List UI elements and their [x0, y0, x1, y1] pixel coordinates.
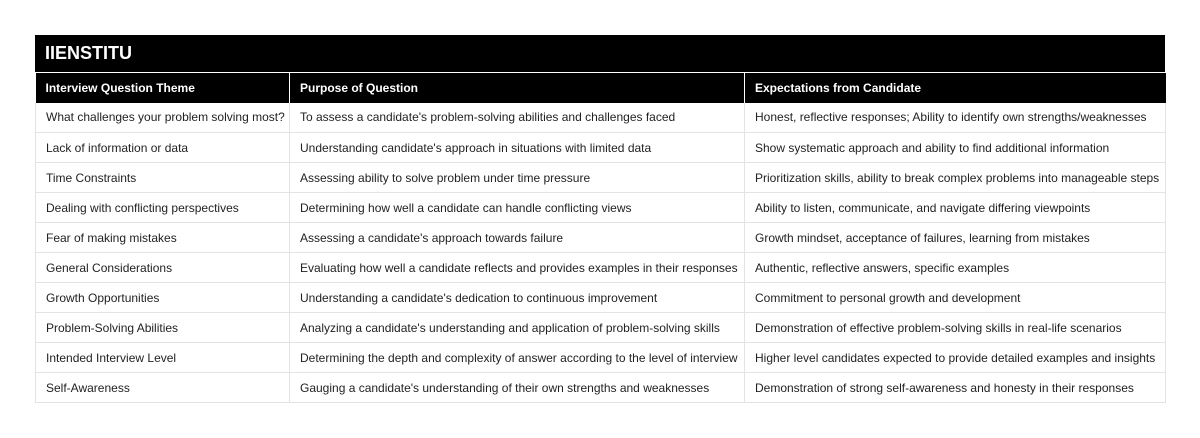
expectation-cell: Growth mindset, acceptance of failures, learning from mistakes: [745, 223, 1166, 253]
expectation-cell: Show systematic approach and ability to find additional information: [745, 133, 1166, 163]
expectation-cell: Demonstration of strong self-awareness and honesty in their responses: [745, 373, 1166, 403]
expectation-cell: Commitment to personal growth and development: [745, 283, 1166, 313]
table-row: [36, 313, 1166, 343]
brand-title: IIENSTITU: [35, 35, 1165, 72]
purpose-cell: Assessing ability to solve problem under time pressure: [290, 163, 745, 193]
purpose-cell: Evaluating how well a candidate reflects and provides examples in their responses: [290, 253, 745, 283]
header-cell: Interview Question Theme: [36, 73, 290, 103]
expectation-cell: Demonstration of effective problem-solving skills in real-life scenarios: [745, 313, 1166, 343]
purpose-cell: Analyzing a candidate's understanding and application of problem-solving skills: [290, 313, 745, 343]
table-row: [36, 103, 1166, 133]
theme-cell: General Considerations: [36, 253, 290, 283]
theme-cell: Growth Opportunities: [36, 283, 290, 313]
table-container: [35, 35, 1165, 403]
theme-cell: Self-Awareness: [36, 373, 290, 403]
theme-cell: Lack of information or data: [36, 133, 290, 163]
header-cell: Expectations from Candidate: [745, 73, 1166, 103]
theme-cell: Intended Interview Level: [36, 343, 290, 373]
expectation-cell: Prioritization skills, ability to break complex problems into manageable steps: [745, 163, 1166, 193]
theme-cell: Dealing with conflicting perspectives: [36, 193, 290, 223]
theme-cell: What challenges your problem solving most?: [36, 103, 290, 133]
purpose-cell: Understanding candidate's approach in situations with limited data: [290, 133, 745, 163]
interview-table: [35, 72, 1166, 403]
table-row: [36, 193, 1166, 223]
table-row: [36, 163, 1166, 193]
table-row: [36, 133, 1166, 163]
purpose-cell: Gauging a candidate's understanding of their own strengths and weaknesses: [290, 373, 745, 403]
theme-cell: Problem-Solving Abilities: [36, 313, 290, 343]
table-row: [36, 343, 1166, 373]
expectation-cell: Ability to listen, communicate, and navigate differing viewpoints: [745, 193, 1166, 223]
theme-cell: Fear of making mistakes: [36, 223, 290, 253]
expectation-cell: Honest, reflective responses; Ability to identify own strengths/weaknesses: [745, 103, 1166, 133]
header-row: [36, 73, 1166, 103]
table-row: [36, 373, 1166, 403]
expectation-cell: Authentic, reflective answers, specific examples: [745, 253, 1166, 283]
expectation-cell: Higher level candidates expected to provide detailed examples and insights: [745, 343, 1166, 373]
table-row: [36, 253, 1166, 283]
purpose-cell: Assessing a candidate's approach towards failure: [290, 223, 745, 253]
purpose-cell: Determining the depth and complexity of answer according to the level of interview: [290, 343, 745, 373]
header-cell: Purpose of Question: [290, 73, 745, 103]
table-row: [36, 223, 1166, 253]
purpose-cell: Determining how well a candidate can handle conflicting views: [290, 193, 745, 223]
theme-cell: Time Constraints: [36, 163, 290, 193]
purpose-cell: Understanding a candidate's dedication to continuous improvement: [290, 283, 745, 313]
purpose-cell: To assess a candidate's problem-solving abilities and challenges faced: [290, 103, 745, 133]
table-row: [36, 283, 1166, 313]
